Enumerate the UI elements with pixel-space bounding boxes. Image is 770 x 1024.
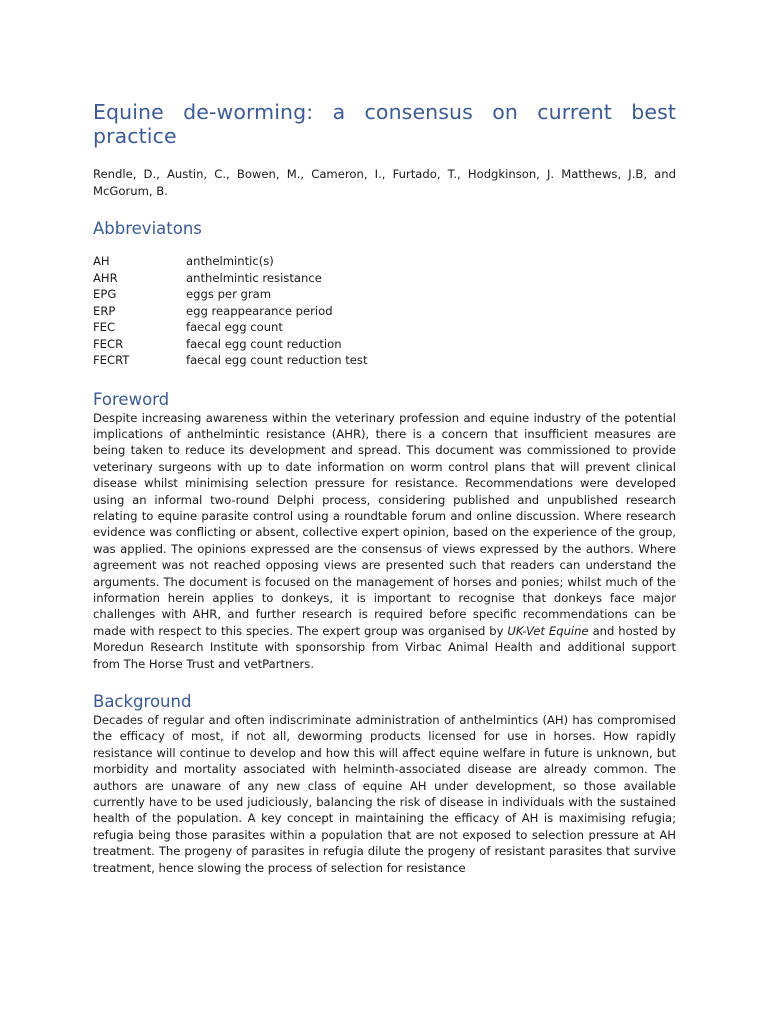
abbreviation-meaning: anthelmintic resistance bbox=[186, 270, 322, 285]
abbreviation-meaning: faecal egg count reduction test bbox=[186, 353, 368, 367]
abbreviation-row bbox=[93, 286, 368, 303]
abbreviation-row bbox=[93, 336, 368, 353]
document-title bbox=[93, 100, 676, 148]
title-line-2: practice bbox=[93, 124, 177, 148]
abbreviation-row bbox=[93, 352, 368, 369]
abbreviation-term: FEC bbox=[93, 320, 116, 334]
background-heading: Background bbox=[93, 692, 192, 711]
abbreviation-term: EPG bbox=[93, 287, 117, 301]
document-page bbox=[93, 100, 676, 876]
abbreviation-meaning: faecal egg count reduction bbox=[186, 336, 342, 351]
abbreviations-heading: Abbreviatons bbox=[93, 219, 202, 238]
foreword-organiser-name: UK-Vet Equine bbox=[507, 623, 589, 638]
abbreviation-meaning: eggs per gram bbox=[186, 287, 272, 301]
abbreviations-table bbox=[93, 253, 368, 369]
background-paragraph: Decades of regular and often indiscriminate administration of anthelmintics (AH) has compromised the efficacy of most, if not all, deworming products licensed for use in horses. How rapidly resistance will continue to develop and how this will affect equine welfare in future is unknown, but morbidity and mortality associated with helminth-associated disease are already common. The authors are unaware of any new class of equine AH under development, so those available currently have to be used judiciously, balancing the risk of disease in individuals with the sustained health of the population. A key concept in maintaining the efficacy of AH is maximising refugia; refugia being those parasites within a population that are not exposed to selection pressure at AH treatment. The progeny of parasites in refugia dilute the progeny of resistant parasites that survive treatment, hence slowing the process of selection for resistance bbox=[93, 713, 676, 875]
foreword-text-end: and hosted by Moredun Research Institute with sponsorship from Virbac Animal Health and additional support from The Horse Trust and vetPartners. bbox=[93, 623, 676, 671]
abbreviation-row bbox=[93, 319, 368, 336]
abbreviation-term: AH bbox=[93, 254, 110, 268]
abbreviation-row bbox=[93, 303, 368, 320]
abbreviation-term: AHR bbox=[93, 270, 118, 285]
abbreviation-row bbox=[93, 253, 368, 270]
author-list: Rendle, D., Austin, C., Bowen, M., Cameron, I., Furtado, T., Hodgkinson, J. Matthews, J.B, and McGorum, B. bbox=[93, 167, 676, 198]
abbreviation-meaning: egg reappearance period bbox=[186, 303, 333, 318]
foreword-heading: Foreword bbox=[93, 389, 170, 409]
foreword-text-start: Despite increasing awareness within the veterinary profession and equine industry of the potential implications of anthelmintic resistance (AHR), there is a concern that insufficient measures are being taken to reduce its development and spread. This document was commissioned to provide veterinary surgeons with up to date information on worm control plans that will prevent clinical disease whilst minimising selection pressure for resistance. Recommendations were developed using an informal two-round Delphi process, considering published and unpublished research relating to equine parasite control using a roundtable forum and online discussion. Where research evidence was conflicting or absent, collective expert opinion, based on the experience of the group, was applied. The opinions expressed are the consensus of views expressed by the authors. Where agreement was not reached opposing views are presented such that readers can understand the arguments. The document is focused on the management of horses and ponies; whilst much of the information herein applies to donkeys, it is important to recognise that donkeys face major challenges with AHR, and further research is required before specific recommendations can be made with respect to this species. The expert group was organised by bbox=[93, 410, 676, 638]
title-line-1: Equine de-worming: a consensus on current best bbox=[93, 100, 676, 124]
abbreviation-meaning: anthelmintic(s) bbox=[186, 254, 274, 268]
abbreviation-term: ERP bbox=[93, 303, 116, 318]
abbreviation-term: FECRT bbox=[93, 353, 130, 367]
abbreviation-meaning: faecal egg count bbox=[186, 320, 283, 334]
foreword-paragraph bbox=[93, 410, 676, 673]
abbreviation-row bbox=[93, 270, 368, 287]
abbreviation-term: FECR bbox=[93, 336, 124, 351]
